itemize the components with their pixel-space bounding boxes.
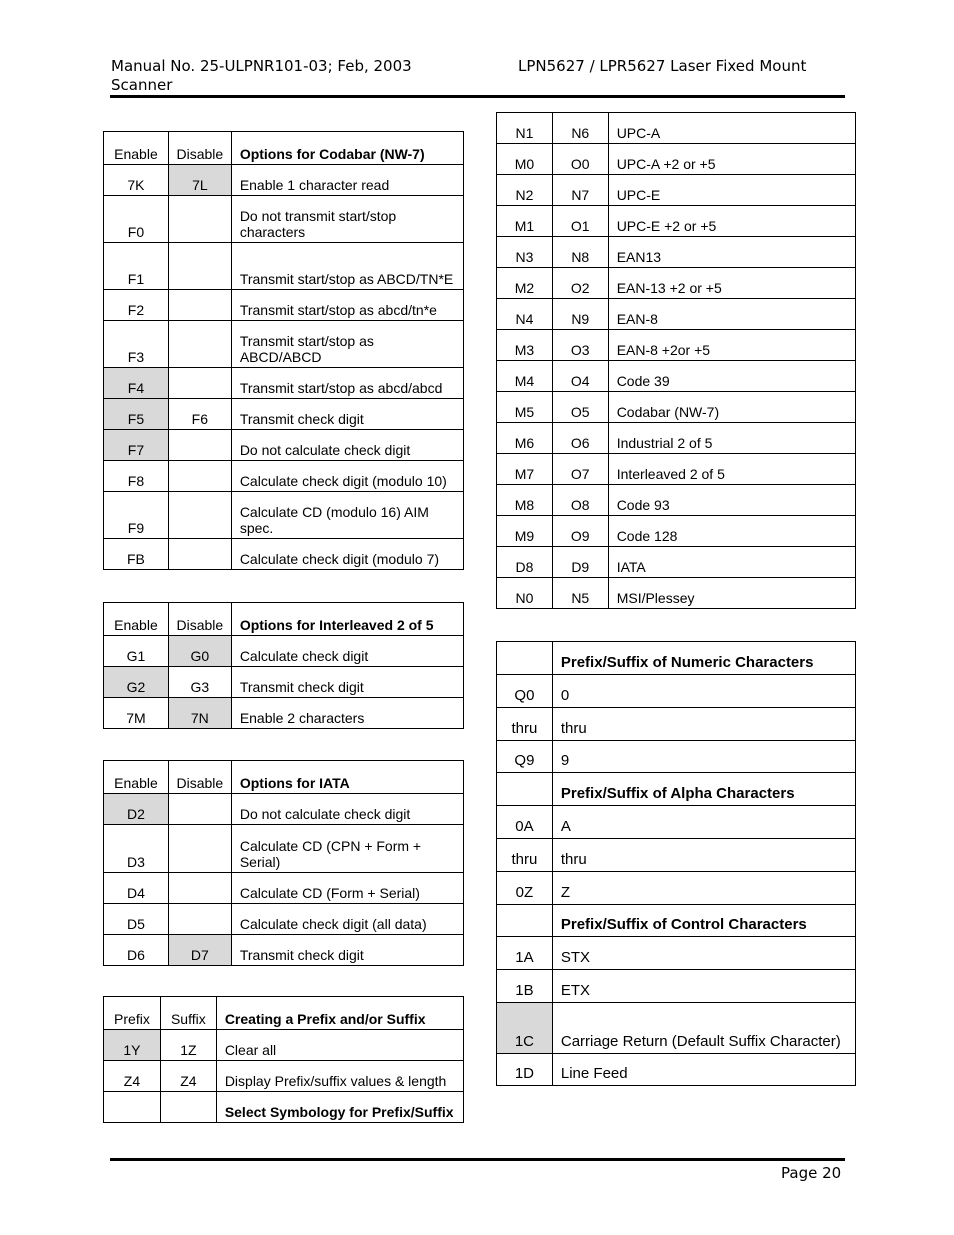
disable-code (168, 430, 231, 461)
character-code: 1D (497, 1054, 553, 1086)
symbology-name: UPC-E +2 or +5 (608, 206, 855, 237)
suffix-code: O5 (552, 392, 608, 423)
disable-code (168, 825, 231, 873)
prefix-code: D8 (497, 547, 553, 578)
option-description: Calculate CD (CPN + Form + Serial) (231, 825, 463, 873)
table-row (497, 806, 856, 839)
option-description: Calculate CD (modulo 16) AIM spec. (231, 492, 463, 539)
enable-code: D4 (104, 873, 169, 904)
disable-code: F6 (168, 399, 231, 430)
table-row (497, 547, 856, 578)
table-row (497, 392, 856, 423)
table-row (497, 516, 856, 547)
table-row (497, 741, 856, 773)
enable-code: D6 (104, 935, 169, 966)
option-description: Transmit start/stop as ABCD/TN*E (231, 243, 463, 290)
disable-code: 1Z (160, 1030, 216, 1061)
enable-code: F0 (104, 196, 169, 243)
character-description: Prefix/Suffix of Alpha Characters (552, 773, 855, 806)
table-row (104, 165, 464, 196)
symbology-name: IATA (608, 547, 855, 578)
character-code: 1C (497, 1003, 553, 1054)
prefix-code: M5 (497, 392, 553, 423)
option-description: Clear all (216, 1030, 463, 1061)
disable-code (168, 243, 231, 290)
disable-code (168, 492, 231, 539)
character-code: 0Z (497, 872, 553, 905)
suffix-code: O9 (552, 516, 608, 547)
character-code: Q0 (497, 675, 553, 708)
disable-code: Z4 (160, 1061, 216, 1092)
table-row (497, 113, 856, 144)
option-description: Transmit check digit (231, 399, 463, 430)
enable-code: F9 (104, 492, 169, 539)
interleaved-2of5-options-table (103, 602, 464, 729)
table-row (104, 368, 464, 399)
disable-code: 7N (168, 698, 231, 729)
prefix-code: N1 (497, 113, 553, 144)
prefix-code: M0 (497, 144, 553, 175)
suffix-code: N8 (552, 237, 608, 268)
prefix-code: M6 (497, 423, 553, 454)
enable-code: D2 (104, 794, 169, 825)
table-row (104, 290, 464, 321)
table-row (104, 461, 464, 492)
option-description: Enable 2 characters (231, 698, 463, 729)
table-row (497, 905, 856, 937)
table-row (497, 423, 856, 454)
prefix-code: M1 (497, 206, 553, 237)
table-row (104, 698, 464, 729)
table-row (104, 1061, 464, 1092)
footer-rule (110, 1158, 845, 1161)
column-header-option: Options for Interleaved 2 of 5 (231, 603, 463, 636)
enable-code (104, 1092, 161, 1123)
character-description: thru (552, 839, 855, 872)
table-row (497, 1054, 856, 1086)
character-description: thru (552, 708, 855, 741)
option-description: Transmit check digit (231, 667, 463, 698)
character-code (497, 905, 553, 937)
symbology-name: EAN-8 (608, 299, 855, 330)
table-row (104, 321, 464, 368)
prefix-suffix-table (103, 996, 464, 1123)
prefix-code: N3 (497, 237, 553, 268)
suffix-code: O7 (552, 454, 608, 485)
option-description: Do not transmit start/stop characters (231, 196, 463, 243)
character-code: 1B (497, 970, 553, 1003)
disable-code: G0 (168, 636, 231, 667)
enable-code: F2 (104, 290, 169, 321)
disable-code (160, 1092, 216, 1123)
character-description: 9 (552, 741, 855, 773)
table-row (497, 872, 856, 905)
suffix-code: N6 (552, 113, 608, 144)
disable-code: D7 (168, 935, 231, 966)
table-row (104, 196, 464, 243)
table-row (104, 873, 464, 904)
column-header-enable: Enable (104, 761, 169, 794)
table-row (497, 675, 856, 708)
symbology-name: Codabar (NW-7) (608, 392, 855, 423)
option-description: Transmit start/stop as abcd/tn*e (231, 290, 463, 321)
enable-code: F5 (104, 399, 169, 430)
disable-code (168, 873, 231, 904)
enable-code: D3 (104, 825, 169, 873)
table-row (497, 237, 856, 268)
disable-code (168, 539, 231, 570)
option-description: Calculate check digit (modulo 10) (231, 461, 463, 492)
enable-code: FB (104, 539, 169, 570)
column-header-enable: Enable (104, 132, 169, 165)
table-row (497, 839, 856, 872)
page-number: Page 20 (781, 1164, 842, 1182)
table-row (104, 1092, 464, 1123)
table-row (497, 1003, 856, 1054)
prefix-code: N0 (497, 578, 553, 609)
character-description: Prefix/Suffix of Numeric Characters (552, 642, 855, 675)
table-row (497, 642, 856, 675)
table-header-row (104, 132, 464, 165)
table-row (497, 485, 856, 516)
character-code: 0A (497, 806, 553, 839)
enable-code: Z4 (104, 1061, 161, 1092)
table-row (497, 970, 856, 1003)
column-header-enable: Prefix (104, 997, 161, 1030)
enable-code: F1 (104, 243, 169, 290)
table-header-row (104, 761, 464, 794)
option-description: Do not calculate check digit (231, 794, 463, 825)
table-row (497, 708, 856, 741)
table-row (104, 243, 464, 290)
character-description: Carriage Return (Default Suffix Character) (552, 1003, 855, 1054)
manual-number-continued: Scanner (111, 76, 173, 94)
disable-code (168, 321, 231, 368)
option-description: Select Symbology for Prefix/Suffix (216, 1092, 463, 1123)
column-header-disable: Disable (168, 761, 231, 794)
table-row (104, 636, 464, 667)
option-description: Calculate check digit (modulo 7) (231, 539, 463, 570)
character-description: STX (552, 937, 855, 970)
suffix-code: D9 (552, 547, 608, 578)
header-rule (110, 95, 845, 98)
table-row (497, 578, 856, 609)
suffix-code: O8 (552, 485, 608, 516)
enable-code: G2 (104, 667, 169, 698)
option-description: Transmit start/stop as ABCD/ABCD (231, 321, 463, 368)
table-row (104, 794, 464, 825)
table-header-row (104, 997, 464, 1030)
table-row (497, 175, 856, 206)
character-description: 0 (552, 675, 855, 708)
enable-code: F7 (104, 430, 169, 461)
table-row (104, 399, 464, 430)
column-header-disable: Suffix (160, 997, 216, 1030)
table-row (497, 299, 856, 330)
character-description: Line Feed (552, 1054, 855, 1086)
character-description: Prefix/Suffix of Control Characters (552, 905, 855, 937)
option-description: Calculate check digit (all data) (231, 904, 463, 935)
symbology-name: UPC-A (608, 113, 855, 144)
table-header-row (104, 603, 464, 636)
option-description: Transmit check digit (231, 935, 463, 966)
column-header-enable: Enable (104, 603, 169, 636)
prefix-code: M9 (497, 516, 553, 547)
disable-code (168, 904, 231, 935)
prefix-suffix-characters-table (496, 641, 856, 1086)
character-code: Q9 (497, 741, 553, 773)
option-description: Do not calculate check digit (231, 430, 463, 461)
column-header-disable: Disable (168, 603, 231, 636)
enable-code: D5 (104, 904, 169, 935)
table-row (104, 430, 464, 461)
option-description: Transmit start/stop as abcd/abcd (231, 368, 463, 399)
symbology-name: Interleaved 2 of 5 (608, 454, 855, 485)
table-row (104, 539, 464, 570)
suffix-code: O6 (552, 423, 608, 454)
enable-code: F3 (104, 321, 169, 368)
option-description: Calculate check digit (231, 636, 463, 667)
table-row (104, 667, 464, 698)
disable-code (168, 290, 231, 321)
suffix-code: O2 (552, 268, 608, 299)
column-header-option: Creating a Prefix and/or Suffix (216, 997, 463, 1030)
enable-code: 7M (104, 698, 169, 729)
suffix-code: N7 (552, 175, 608, 206)
prefix-code: M3 (497, 330, 553, 361)
suffix-code: N5 (552, 578, 608, 609)
symbology-name: UPC-A +2 or +5 (608, 144, 855, 175)
option-description: Enable 1 character read (231, 165, 463, 196)
manual-number: Manual No. 25-ULPNR101-03; Feb, 2003 (111, 57, 412, 75)
prefix-code: M7 (497, 454, 553, 485)
table-row (497, 361, 856, 392)
character-code: thru (497, 708, 553, 741)
disable-code: 7L (168, 165, 231, 196)
symbology-name: Industrial 2 of 5 (608, 423, 855, 454)
table-row (104, 825, 464, 873)
enable-code: 7K (104, 165, 169, 196)
option-description: Calculate CD (Form + Serial) (231, 873, 463, 904)
character-description: ETX (552, 970, 855, 1003)
disable-code: G3 (168, 667, 231, 698)
product-title: LPN5627 / LPR5627 Laser Fixed Mount (518, 57, 807, 75)
table-row (104, 492, 464, 539)
iata-options-table (103, 760, 464, 966)
enable-code: 1Y (104, 1030, 161, 1061)
prefix-code: N4 (497, 299, 553, 330)
column-header-option: Options for Codabar (NW-7) (231, 132, 463, 165)
symbology-code-table (496, 112, 856, 609)
column-header-disable: Disable (168, 132, 231, 165)
table-row (497, 206, 856, 237)
symbology-name: Code 39 (608, 361, 855, 392)
table-row (104, 904, 464, 935)
table-row (497, 144, 856, 175)
suffix-code: N9 (552, 299, 608, 330)
enable-code: F4 (104, 368, 169, 399)
character-code: thru (497, 839, 553, 872)
prefix-code: N2 (497, 175, 553, 206)
suffix-code: O1 (552, 206, 608, 237)
table-row (497, 937, 856, 970)
symbology-name: Code 128 (608, 516, 855, 547)
character-code (497, 642, 553, 675)
symbology-name: Code 93 (608, 485, 855, 516)
suffix-code: O3 (552, 330, 608, 361)
symbology-name: EAN-13 +2 or +5 (608, 268, 855, 299)
suffix-code: O4 (552, 361, 608, 392)
table-row (104, 935, 464, 966)
suffix-code: O0 (552, 144, 608, 175)
symbology-name: UPC-E (608, 175, 855, 206)
prefix-code: M8 (497, 485, 553, 516)
symbology-name: EAN13 (608, 237, 855, 268)
table-row (497, 454, 856, 485)
prefix-code: M4 (497, 361, 553, 392)
column-header-option: Options for IATA (231, 761, 463, 794)
enable-code: F8 (104, 461, 169, 492)
character-description: Z (552, 872, 855, 905)
character-code (497, 773, 553, 806)
disable-code (168, 461, 231, 492)
disable-code (168, 794, 231, 825)
table-row (497, 330, 856, 361)
symbology-name: MSI/Plessey (608, 578, 855, 609)
table-row (104, 1030, 464, 1061)
codabar-options-table (103, 131, 464, 570)
character-description: A (552, 806, 855, 839)
table-row (497, 773, 856, 806)
disable-code (168, 196, 231, 243)
symbology-name: EAN-8 +2or +5 (608, 330, 855, 361)
table-row (497, 268, 856, 299)
disable-code (168, 368, 231, 399)
character-code: 1A (497, 937, 553, 970)
prefix-code: M2 (497, 268, 553, 299)
option-description: Display Prefix/suffix values & length (216, 1061, 463, 1092)
enable-code: G1 (104, 636, 169, 667)
